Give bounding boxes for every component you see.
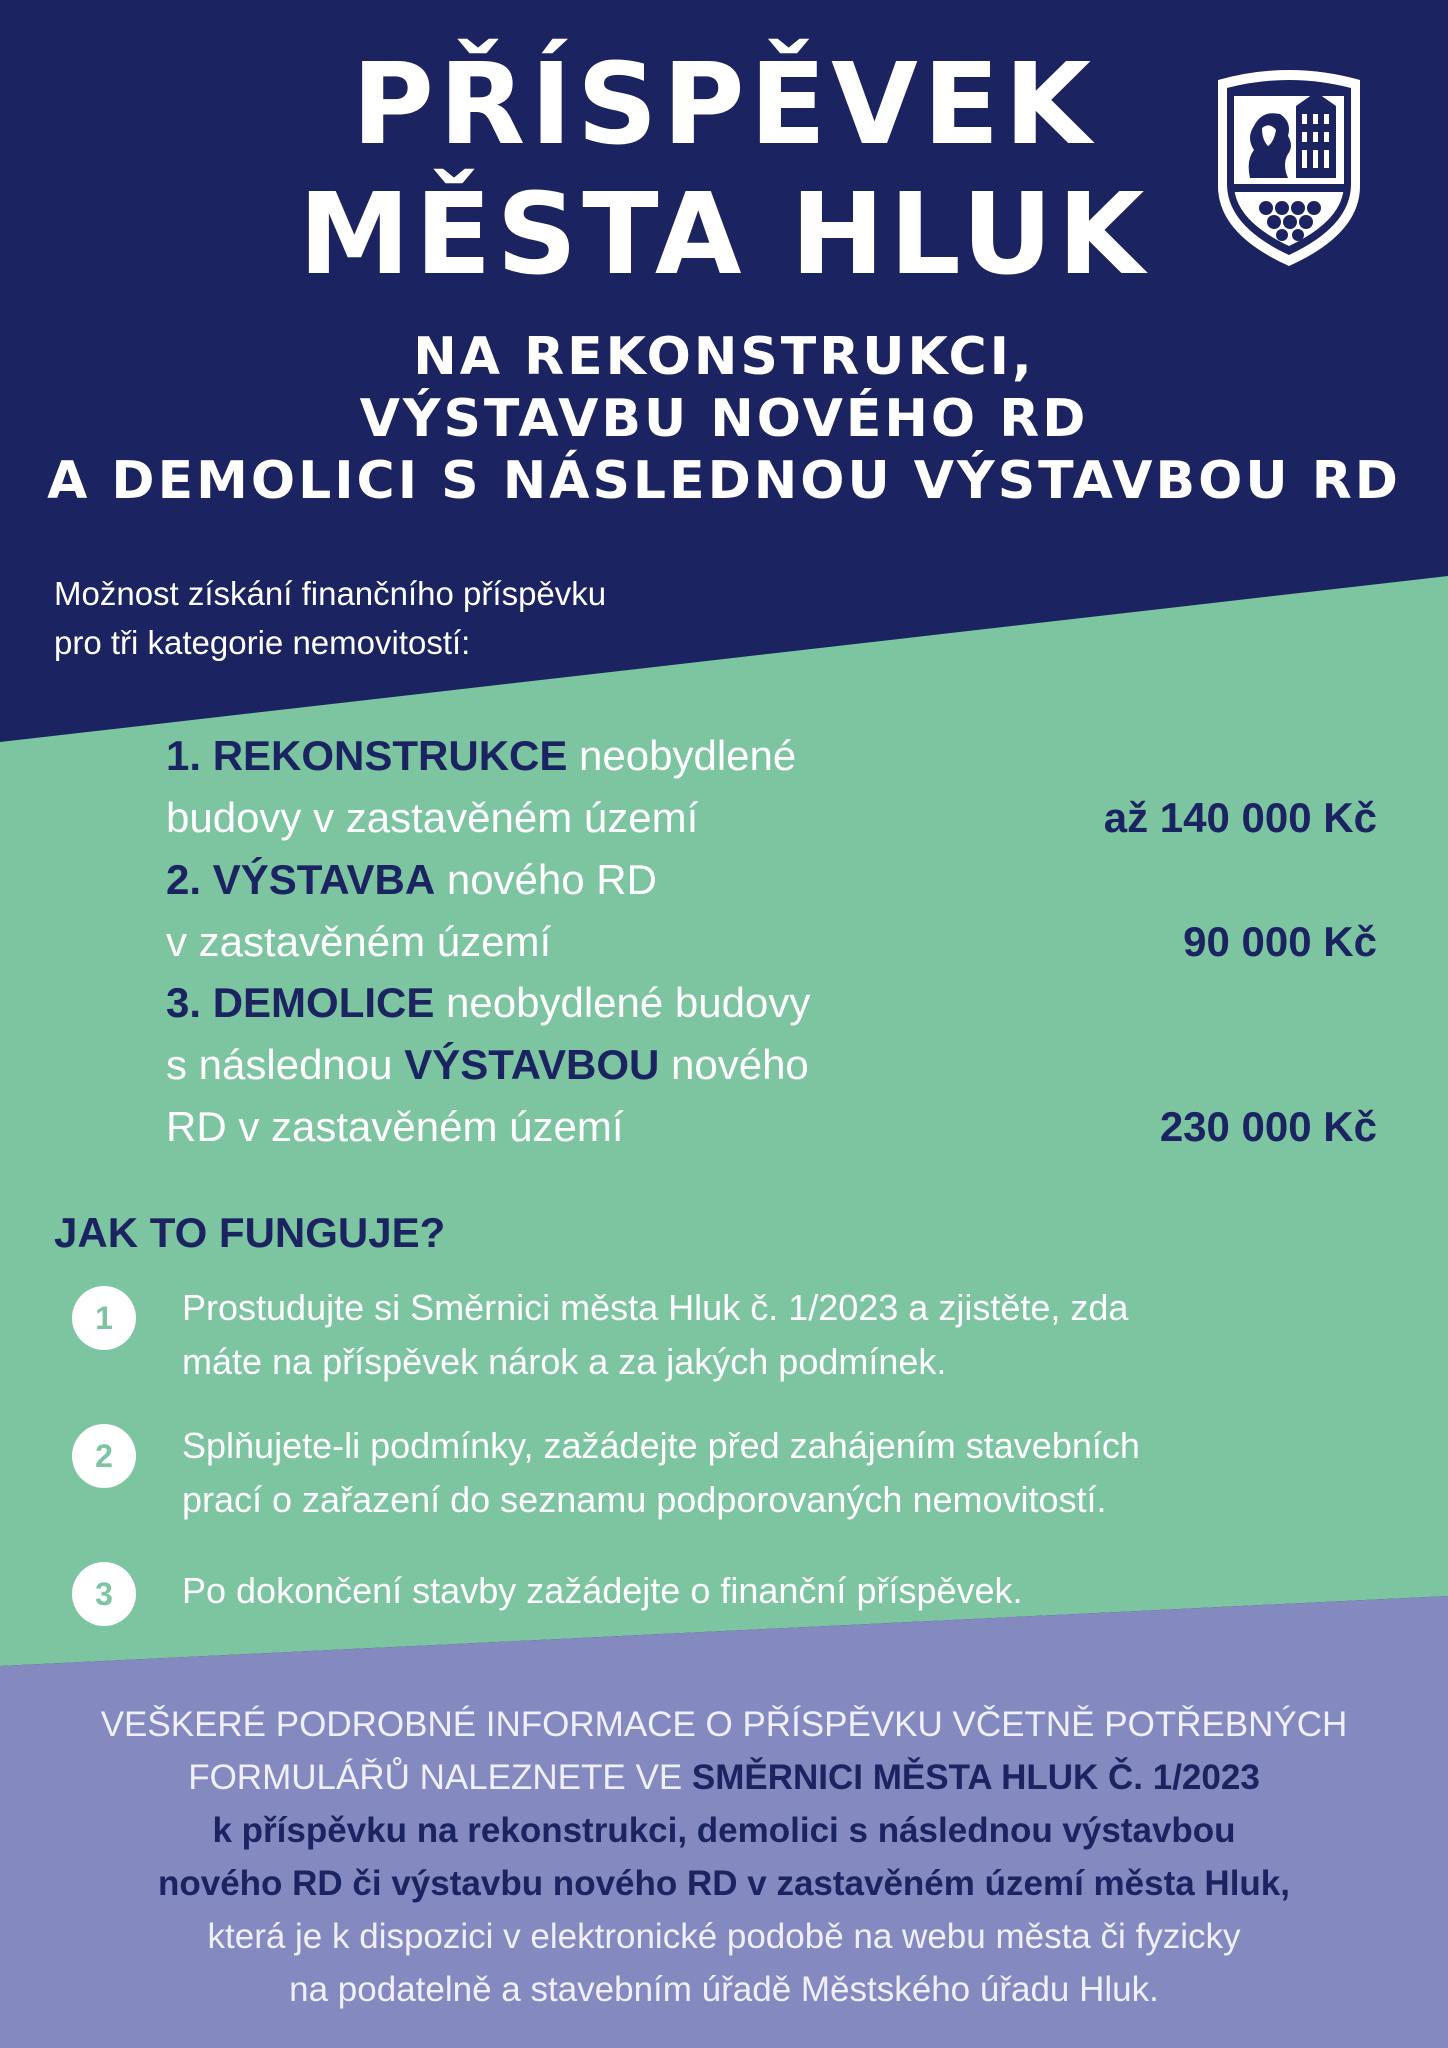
footer-directive-name: SMĚRNICI MĚSTA HLUK Č. 1/2023 [691,1758,1260,1797]
step-3-line-1: Po dokončení stavby zažádejte o finanční příspěvek. [182,1570,1023,1611]
footer-line-3-text: k příspěvku na rekonstrukci, demolici s následnou výstavbou [212,1811,1236,1850]
footer-line-2-pre: FORMULÁŘŮ NALEZNETE VE [188,1758,692,1797]
footer-line-4 [0,1857,1448,1910]
category-1-line-1 [166,725,796,787]
category-1-amount: až 140 000 Kč [1103,794,1377,841]
category-3-number: 3. [166,979,202,1026]
category-3-line-3: RD v zastavěném území [166,1103,624,1150]
step-2-number: 2 [72,1424,136,1488]
category-2-line-1 [166,849,657,911]
category-1-number: 1. [166,732,202,779]
category-2-number: 2. [166,856,202,903]
footer-line-2 [0,1751,1448,1804]
category-3-amount: 230 000 Kč [1159,1103,1377,1150]
category-3-title: DEMOLICE [212,979,435,1026]
how-it-works-heading: JAK TO FUNGUJE? [54,1209,446,1256]
step-1-number: 1 [72,1286,136,1350]
subtitle-line-1: NA REKONSTRUKCI, [413,327,1035,387]
category-2-desc: nového RD [435,856,657,903]
category-3-line-2-bold: VÝSTAVBOU [404,1041,660,1088]
category-3-line-2-pre: s následnou [166,1041,405,1088]
step-2-line-2: prací o zařazení do seznamu podporovaných nemovitostí. [182,1479,1107,1520]
subtitle-line-2: VÝSTAVBU NOVÉHO RD [359,389,1089,449]
step-1-line-1: Prostudujte si Směrnici města Hluk č. 1/2023 a zjistěte, zda [182,1287,1129,1328]
category-3-line-1 [166,972,810,1034]
step-3-number: 3 [72,1562,136,1626]
category-1-line-2: budovy v zastavěném území [166,794,699,841]
page-title-line-1: PŘÍSPĚVEK [351,40,1097,170]
category-2-amount: 90 000 Kč [1183,918,1377,965]
footer-line-3 [0,1804,1448,1857]
category-1-desc: neobydlené [567,732,797,779]
category-2-title: VÝSTAVBA [212,856,436,903]
category-3-desc: neobydlené budovy [434,979,811,1026]
footer-line-5: která je k dispozici v elektronické podobě na webu města či fyzicky [207,1917,1241,1956]
footer-line-6: na podatelně a stavebním úřadě Městského úřadu Hluk. [289,1970,1159,2009]
hluk-coat-of-arms-icon [1210,66,1368,271]
category-3-line-2 [166,1034,809,1096]
category-1-title: REKONSTRUKCE [212,732,568,779]
category-3-line-2-post: nového [659,1041,809,1088]
page-title-line-2: MĚSTA HLUK [298,170,1150,300]
intro-line-2: pro tři kategorie nemovitostí: [54,624,471,661]
footer-line-4-text: nového RD či výstavbu nového RD v zastavěném území města Hluk, [157,1864,1290,1903]
category-2-line-2: v zastavěném území [166,918,552,965]
step-2-line-1: Splňujete-li podmínky, zažádejte před zahájením stavebních [182,1425,1140,1466]
footer-line-1: VEŠKERÉ PODROBNÉ INFORMACE O PŘÍSPĚVKU VČETNĚ POTŘEBNÝCH [100,1705,1348,1744]
subtitle-line-3: A DEMOLICI S NÁSLEDNOU VÝSTAVBOU RD [47,451,1401,511]
step-1-line-2: máte na příspěvek nárok a za jakých podmínek. [182,1341,947,1382]
intro-line-1: Možnost získání finančního příspěvku [54,575,607,612]
